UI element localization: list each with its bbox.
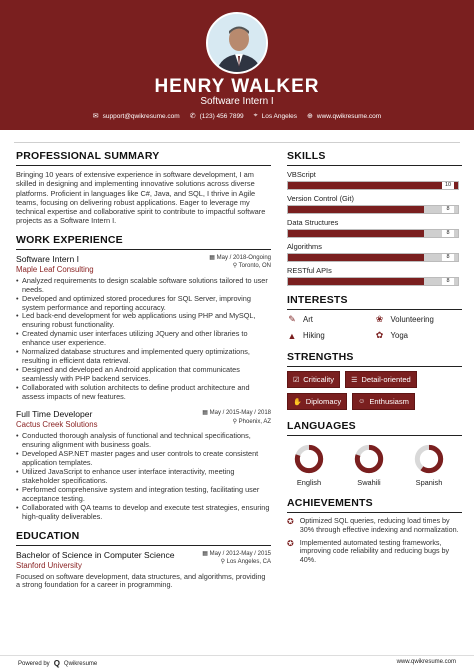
- skill-score: 8: [442, 230, 454, 237]
- left-column: [16, 150, 271, 598]
- achievement-text: Optimized SQL queries, reducing load times by 30% through effective indexing and normalization.: [299, 516, 459, 534]
- hiking-icon: ▲: [287, 330, 297, 341]
- list-item: • Utilized JavaScript to enhance user interface interactivity, meeting stakeholder specifications.: [16, 468, 271, 486]
- skill-bar-fill: [288, 278, 424, 285]
- interest-item: [375, 330, 463, 341]
- list-item: • Developed and optimized stored procedures for SQL Server, improving system performance and reporting accuracy.: [16, 295, 271, 313]
- language-item: [349, 444, 389, 487]
- medal-icon: ✪: [287, 517, 294, 526]
- skill-name: Data Structures: [287, 218, 339, 227]
- skill-bar-fill: [288, 230, 424, 237]
- job-location: Toronto, ON: [238, 263, 271, 270]
- interest-label: Hiking: [303, 331, 325, 340]
- powered-by: [18, 659, 97, 668]
- school-name: Stanford University: [16, 560, 82, 570]
- brand-name[interactable]: Qwikresume: [63, 660, 98, 667]
- page-footer: [0, 655, 474, 670]
- edu-location: Los Angeles, CA: [226, 559, 271, 566]
- profile-photo: [206, 12, 268, 74]
- checkbox-icon: ☑: [293, 376, 300, 384]
- interest-item: [287, 314, 375, 325]
- skill-bar: [287, 205, 459, 214]
- list-item: • Conducted thorough analysis of functional and technical specifications, ensuring alignment with business goals.: [16, 432, 271, 450]
- pin-icon: ⚲: [220, 559, 227, 566]
- contact-location: [254, 112, 297, 120]
- interest-item: [287, 330, 375, 341]
- skill-name: Version Control (Git): [287, 194, 354, 203]
- edu-dates: May / 2012-May / 2015: [209, 550, 271, 557]
- job-bullets: [16, 277, 271, 402]
- skill-bar: [287, 277, 459, 286]
- location-icon: ⌖: [253, 112, 258, 119]
- job-dates: May / 2018-Ongoing: [216, 254, 271, 261]
- language-name: Swahili: [357, 478, 381, 487]
- yoga-icon: ✿: [375, 330, 384, 340]
- skill-bar-fill: [288, 182, 458, 189]
- hands-icon: ❀: [375, 314, 384, 324]
- language-item: [289, 444, 329, 487]
- skill-bar: [287, 253, 459, 262]
- company-name: Maple Leaf Consulting: [16, 264, 94, 274]
- strengths-list: [287, 371, 462, 410]
- candidate-role: Software Intern I: [200, 96, 274, 107]
- pin-icon: ⚲: [232, 418, 239, 425]
- contact-email-text: support@qwikresume.com: [102, 112, 180, 120]
- skill-score: 10: [442, 182, 454, 189]
- education-heading: EDUCATION: [16, 530, 271, 546]
- skill-bar: [287, 181, 459, 190]
- header-divider: [14, 142, 460, 143]
- strength-tag: [345, 371, 417, 388]
- skills-heading: SKILLS: [287, 150, 462, 166]
- smile-icon: ☺: [358, 398, 366, 405]
- list-item: • Developed ASP.NET master pages and user controls to create consistent application templates.: [16, 450, 271, 468]
- skill-score: 8: [442, 278, 454, 285]
- skill-bar-fill: [288, 206, 424, 213]
- interest-label: Art: [303, 315, 313, 324]
- contact-phone-text: (123) 456 7899: [199, 112, 244, 120]
- mail-icon: ✉: [92, 113, 99, 120]
- skill-score: 8: [442, 206, 454, 213]
- achievement-item: [287, 539, 462, 565]
- list-item: • Collaborated with solution architects to define product architecture and assess impacts of new features.: [16, 384, 271, 402]
- skill-item: [287, 266, 462, 286]
- footer-website-link[interactable]: www.qwikresume.com: [396, 659, 456, 665]
- education-entry: [16, 550, 271, 591]
- powered-by-label: Powered by: [18, 660, 50, 667]
- experience-heading: WORK EXPERIENCE: [16, 234, 271, 250]
- job-title: Full Time Developer: [16, 409, 93, 420]
- skill-name: Algorithms: [287, 242, 322, 251]
- skill-name: RESTful APIs: [287, 266, 332, 275]
- pin-icon: ⚲: [232, 263, 239, 270]
- phone-icon: ✆: [189, 113, 196, 120]
- language-level-donut: [354, 444, 384, 474]
- calendar-icon: ▦: [209, 254, 217, 261]
- interest-label: Yoga: [390, 331, 408, 340]
- skill-bar: [287, 229, 459, 238]
- strength-label: Detail-oriented: [361, 375, 411, 384]
- job-title: Software Intern I: [16, 253, 80, 264]
- language-level-donut: [414, 444, 444, 474]
- qwikresume-logo-icon: Q: [53, 659, 60, 668]
- summary-text: Bringing 10 years of extensive experience in software development, I am skilled in designing and implementing innovative solutions across diverse platforms. Proficient in languages like C#, Java, and SQL, I thrive in Agile teams, focusing on delivering robust applications. Eager to leverage my technical expertise and collaborative spirit to contribute to impactful software projects as a Software Intern I.: [16, 170, 266, 226]
- skill-item: [287, 194, 462, 214]
- contact-location-text: Los Angeles: [261, 112, 298, 120]
- list-item: • Analyzed requirements to design scalable software solutions tailored to user needs.: [16, 277, 271, 295]
- medal-icon: ✪: [287, 538, 294, 548]
- list-item: • Led back-end development for web applications using PHP and MySQL, ensuring robust functionality.: [16, 312, 271, 330]
- language-name: Spanish: [415, 478, 443, 487]
- language-item: [409, 444, 449, 487]
- job-entry: [16, 409, 271, 521]
- education-description: Focused on software development, data structures, and algorithms, providing a strong foundation for a career in programming.: [16, 571, 266, 590]
- contact-website[interactable]: [307, 112, 381, 120]
- list-item: • Performed comprehensive system and integration testing, facilitating user acceptance testing.: [16, 486, 271, 504]
- contact-email[interactable]: [93, 112, 180, 120]
- strength-tag: [352, 393, 415, 410]
- strength-tag: [287, 371, 340, 388]
- handshake-icon: ✋: [293, 398, 302, 406]
- company-name: Cactus Creek Solutions: [16, 420, 98, 430]
- list-item: • Normalized database structures and implemented query optimizations, resulting in efficient data retrieval.: [16, 348, 271, 366]
- calendar-icon: ▦: [202, 550, 210, 557]
- skill-name: VBScript: [287, 170, 316, 179]
- achievements-heading: ACHIEVEMENTS: [287, 497, 462, 513]
- strength-tag: [287, 393, 347, 410]
- skill-item: [287, 170, 462, 190]
- strength-label: Enthusiasm: [369, 397, 410, 406]
- job-entry: [16, 254, 271, 402]
- candidate-name: HENRY WALKER: [154, 76, 320, 97]
- contact-phone[interactable]: [190, 112, 244, 120]
- strength-label: Diplomacy: [305, 397, 342, 406]
- calendar-icon: ▦: [202, 410, 210, 417]
- languages-heading: LANGUAGES: [287, 420, 462, 436]
- contact-bar: [0, 112, 474, 120]
- languages-list: [289, 444, 449, 487]
- skill-item: [287, 242, 462, 262]
- skill-bar-fill: [288, 254, 424, 261]
- job-location: Phoenix, AZ: [238, 418, 271, 425]
- interests-heading: INTERESTS: [287, 294, 462, 310]
- skill-score: 8: [442, 254, 454, 261]
- job-bullets: [16, 432, 271, 521]
- paintbrush-icon: ✎: [288, 314, 296, 324]
- achievement-item: [287, 517, 462, 535]
- list-item: • Created dynamic user interfaces utilizing JQuery and other libraries to enhance user experience.: [16, 330, 271, 348]
- job-dates: May / 2015-May / 2018: [209, 410, 271, 417]
- language-level-donut: [294, 444, 324, 474]
- interests-list: [287, 314, 462, 341]
- list-icon: ☰: [351, 376, 358, 384]
- contact-website-text: www.qwikresume.com: [316, 112, 382, 120]
- list-item: • Designed and developed an Android application that communicates seamlessly with PHP backend services.: [16, 366, 271, 384]
- interest-item: [375, 314, 463, 325]
- strengths-heading: STRENGTHS: [287, 351, 462, 367]
- skill-item: [287, 218, 462, 238]
- achievement-text: Implemented automated testing frameworks, improving code reliability and reducing bugs by 40%.: [299, 537, 450, 565]
- resume-header: [0, 0, 474, 130]
- right-column: [287, 150, 462, 565]
- language-name: English: [296, 478, 322, 487]
- strength-label: Criticality: [303, 375, 335, 384]
- skills-list: [287, 170, 462, 286]
- list-item: • Collaborated with QA teams to develop and execute test strategies, ensuring high-quality deliverables.: [16, 504, 271, 522]
- summary-heading: PROFESSIONAL SUMMARY: [16, 150, 271, 166]
- globe-icon: ⊕: [307, 113, 313, 120]
- degree-title: Bachelor of Science in Computer Science: [16, 549, 175, 560]
- interest-label: Volunteering: [390, 315, 434, 324]
